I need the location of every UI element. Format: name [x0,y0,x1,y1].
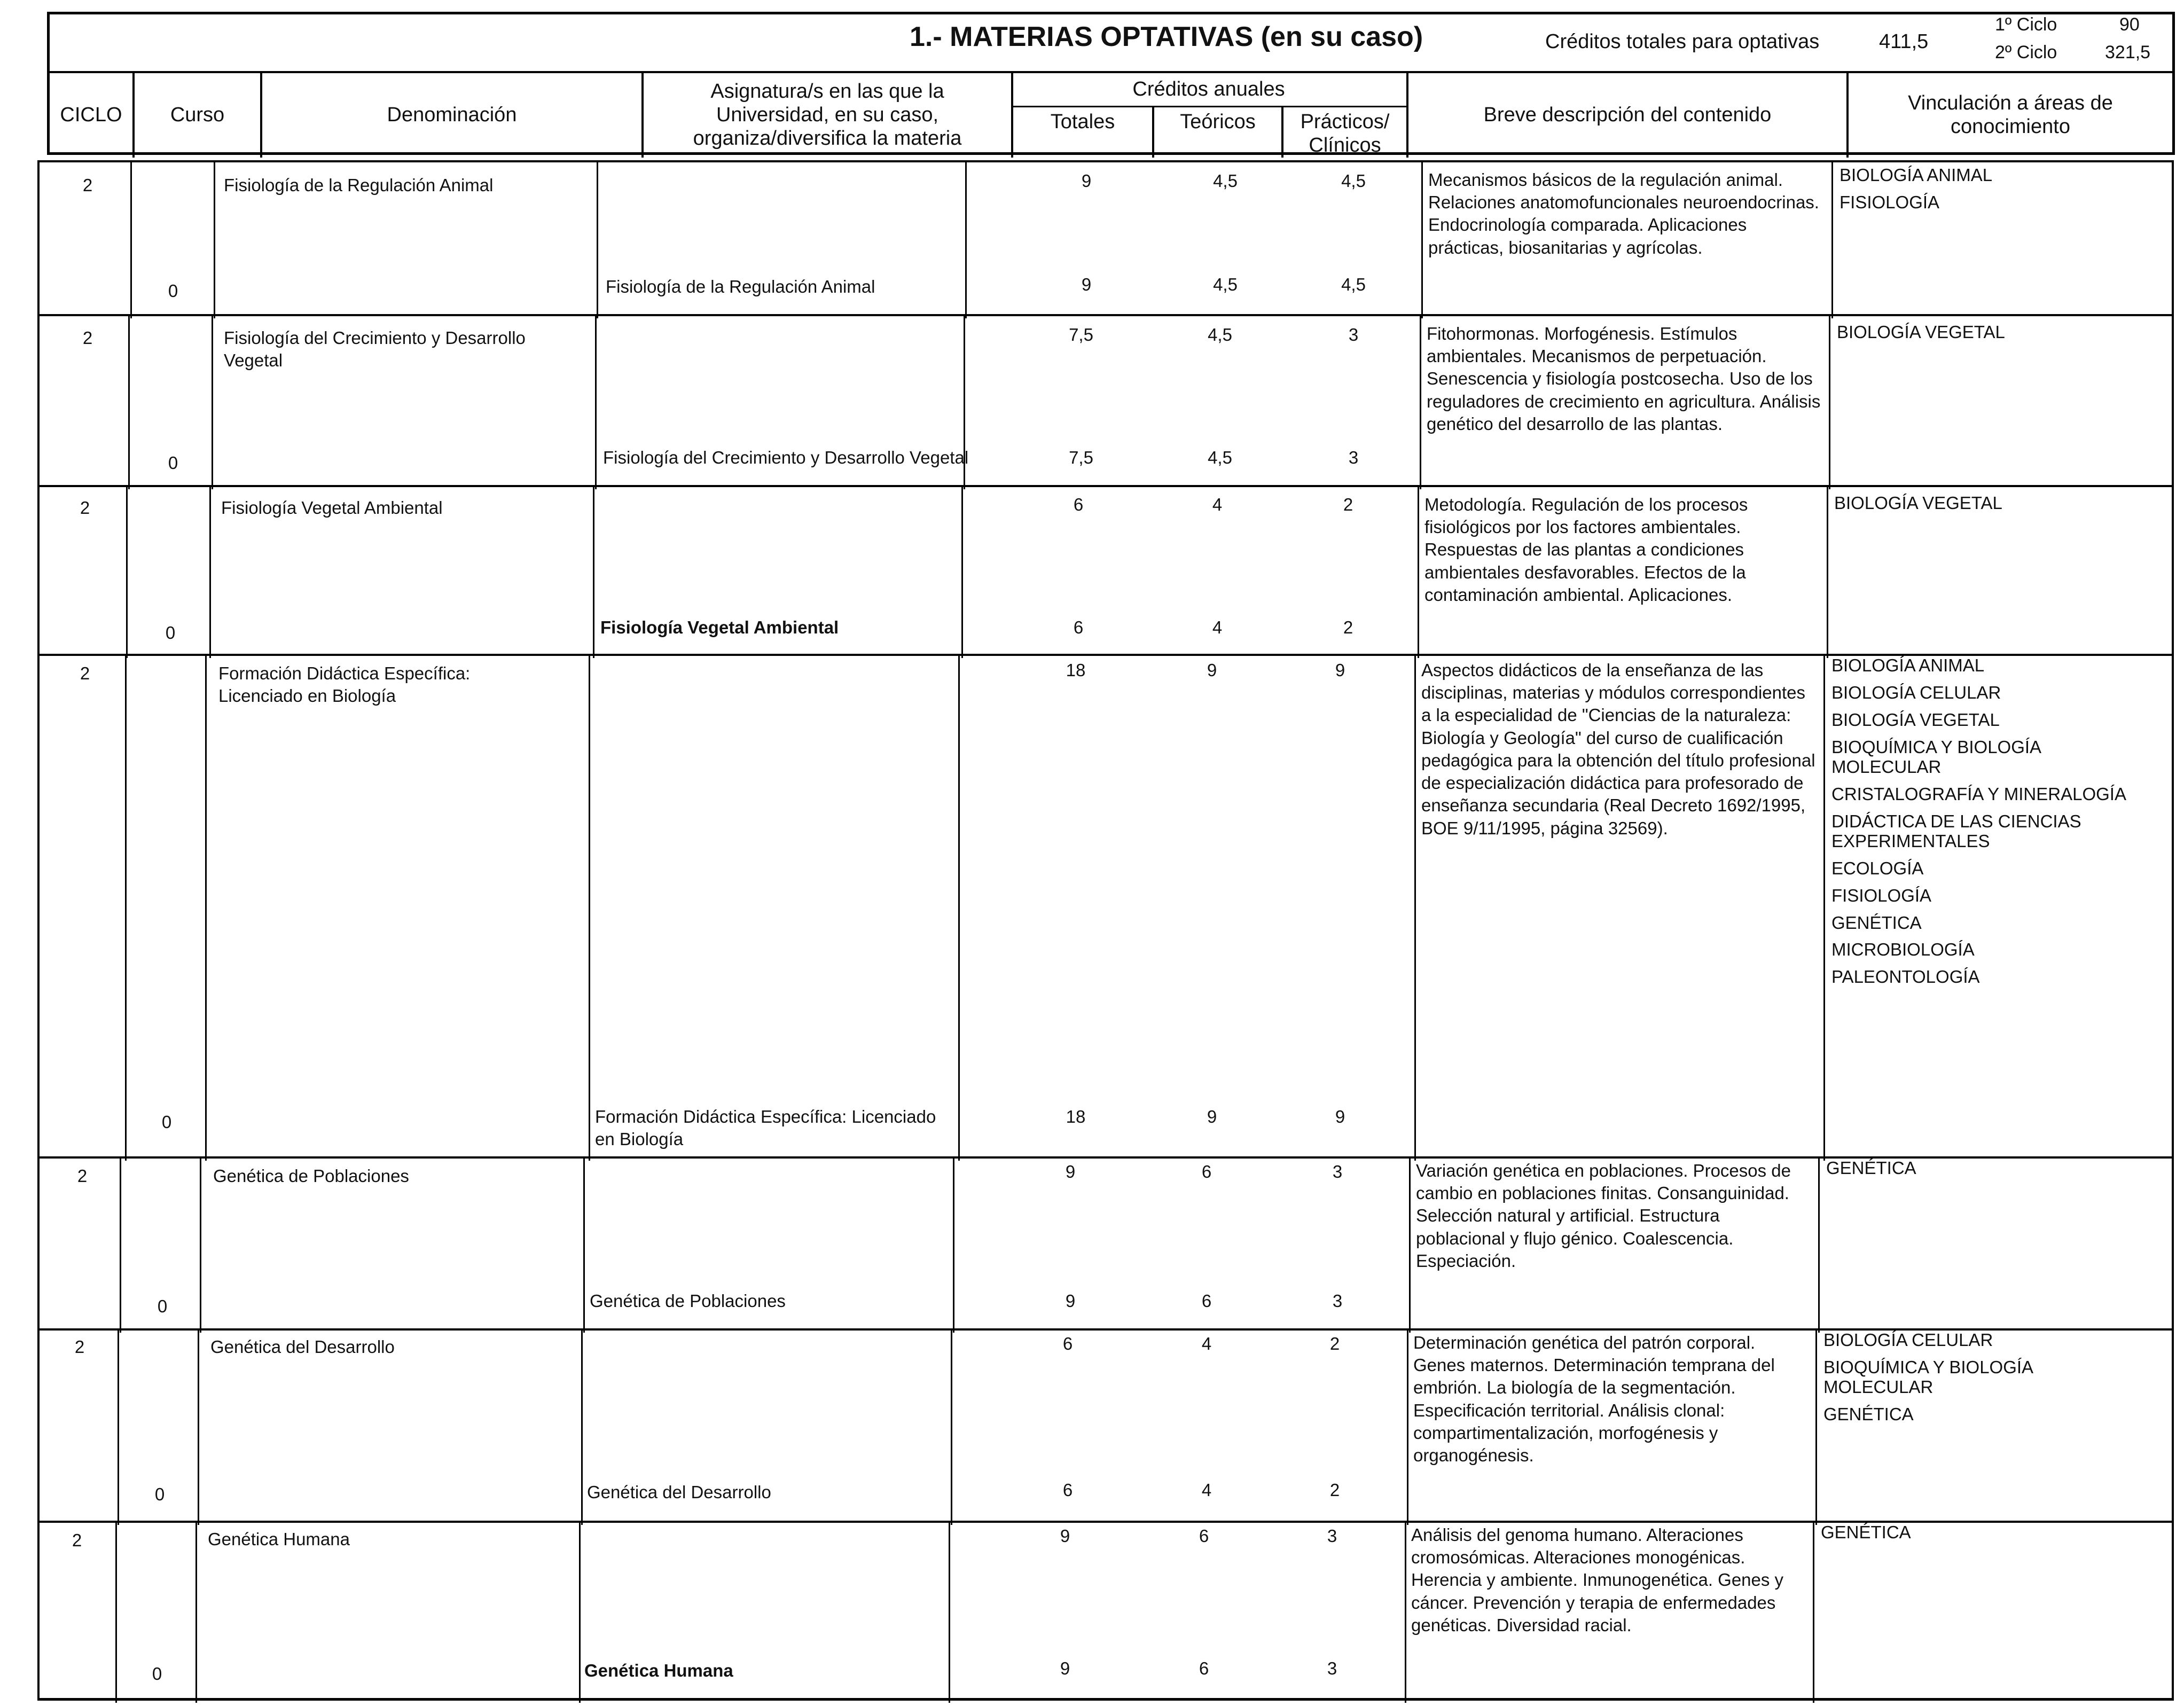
practicos-value: 3 [1327,1658,1337,1678]
totales-value: 9 [1081,275,1092,294]
ciclo2-value: 321,5 [2105,42,2151,62]
area-item: BIOLOGÍA VEGETAL [1837,322,2005,342]
area-item: MICROBIOLOGÍA [1831,940,1975,960]
ciclo-value: 2 [80,498,90,518]
areas-list [1837,323,2168,350]
areas-list [1831,656,2173,995]
practicos-value: 2 [1329,1480,1340,1500]
area-item: ECOLOGÍA [1831,858,1924,878]
practicos-value: 2 [1343,495,1353,514]
denominacion: Genética Humana [208,1529,350,1549]
areas-list [1821,1523,2152,1550]
practicos-value: 2 [1343,617,1353,637]
area-item: BIOLOGÍA CELULAR [1831,682,2001,702]
col-header-asignatura: Asignatura/s en las que la Universidad, en su caso, organiza/diversifica la materia [693,80,962,150]
curso-value: 0 [165,623,176,643]
creditos-totales-label: Créditos totales para optativas [1545,30,1820,53]
area-item: GENÉTICA [1826,1158,1916,1178]
asignatura: Fisiología de la Regulación Animal [606,277,875,296]
ciclo-value: 2 [77,1166,88,1186]
teoricos-value: 4 [1212,495,1223,514]
denominacion: Fisiología de la Regulación Animal [224,175,494,195]
area-item: BIOLOGÍA ANIMAL [1831,655,1985,675]
denominacion: Genética del Desarrollo [210,1337,395,1357]
table-row [37,160,2174,316]
practicos-value: 9 [1335,660,1345,680]
practicos-value: 3 [1327,1526,1337,1546]
totales-value: 18 [1066,1107,1086,1126]
col-header-ciclo: CICLO [60,104,122,127]
practicos-value: 3 [1332,1162,1343,1181]
totales-value: 9 [1065,1291,1076,1311]
totales-value: 6 [1073,495,1084,514]
ciclo2-label: 2º Ciclo [1995,42,2057,62]
ciclo-value: 2 [80,663,90,683]
asignatura: Fisiología Vegetal Ambiental [600,617,839,637]
curso-value: 0 [161,1112,172,1132]
practicos-value: 4,5 [1341,275,1366,294]
table-row [37,314,2174,487]
table-row [37,1328,2174,1523]
page-title: 1.- MATERIAS OPTATIVAS (en su caso) [910,21,1423,52]
area-item: GENÉTICA [1831,912,1922,933]
area-item: BIOLOGÍA CELULAR [1823,1330,1993,1350]
practicos-value: 2 [1329,1334,1340,1353]
asignatura: Formación Didáctica Específica: Licenciado en Biología [595,1107,936,1149]
area-item: FISIOLOGÍA [1831,885,1932,905]
teoricos-value: 6 [1201,1291,1212,1311]
curso-value: 0 [154,1484,165,1504]
area-item: GENÉTICA [1821,1522,1911,1542]
col-header-teoricos: Teóricos [1180,111,1256,133]
ciclo1-value: 90 [2119,14,2140,35]
areas-list [1839,166,2171,220]
teoricos-value: 4 [1201,1480,1212,1500]
teoricos-value: 6 [1201,1162,1212,1181]
asignatura: Fisiología del Crecimiento y Desarrollo Vegetal [603,448,969,467]
teoricos-value: 4,5 [1213,275,1238,294]
ciclo1-label: 1º Ciclo [1995,14,2057,35]
teoricos-value: 4 [1201,1334,1212,1353]
totales-value: 7,5 [1069,448,1093,467]
totales-value: 7,5 [1069,325,1093,345]
table-row [37,1521,2174,1701]
col-header-creditos-anuales: Créditos anuales [1011,73,1406,107]
denominacion: Genética de Poblaciones [213,1166,409,1186]
asignatura: Genética del Desarrollo [587,1482,771,1502]
area-item: BIOLOGÍA ANIMAL [1839,165,1993,185]
descripcion: Fitohormonas. Morfogénesis. Estímulos ambientales. Mecanismos de perpetuación. Senescencia y fisiología postcosecha. Uso de los reguladores de crecimiento en agricultura. Análisis genético del desarrollo de las plantas. [1427,324,1821,434]
areas-list [1826,1159,2157,1186]
asignatura: Genética Humana [584,1661,733,1680]
totales-value: 6 [1062,1480,1073,1500]
table-row [37,1156,2174,1331]
creditos-totales-value: 411,5 [1879,30,1929,53]
descripcion: Determinación genética del patrón corporal. Genes maternos. Determinación temprana del embrión. La biología de la segmentación. Especificación territorial. Análisis clonal: compartimentalización, morfogénesis y organogénesis. [1413,1333,1775,1466]
totales-value: 9 [1060,1526,1070,1546]
col-header-curso: Curso [170,104,225,127]
totales-value: 18 [1066,660,1086,680]
practicos-value: 3 [1348,325,1359,345]
teoricos-value: 9 [1207,1107,1217,1126]
areas-list [1823,1331,2155,1432]
curso-value: 0 [168,453,178,473]
teoricos-value: 6 [1199,1658,1209,1678]
col-header-denominacion: Denominación [387,104,517,127]
descripcion: Variación genética en poblaciones. Procesos de cambio en poblaciones finitas. Consanguinidad. Selección natural y artificial. Estructura poblacional y flujo génico. Coalescencia. Especiación. [1416,1161,1791,1271]
teoricos-value: 4 [1212,617,1223,637]
totales-value: 9 [1081,171,1092,191]
ciclo-value: 2 [82,175,93,195]
descripcion: Metodología. Regulación de los procesos fisiológicos por los factores ambientales. Respuestas de las plantas a condiciones ambientales desfavorables. Efectos de la contaminación ambiental. Aplicaciones. [1424,495,1748,605]
ciclo-value: 2 [82,328,93,348]
teoricos-value: 9 [1207,660,1217,680]
table-header [47,12,2175,155]
table-row [37,485,2174,656]
area-item: FISIOLOGÍA [1839,192,1940,212]
col-header-practicos: Prácticos/ Clínicos [1300,111,1390,156]
ciclo-value: 2 [74,1337,85,1357]
descripcion: Análisis del genoma humano. Alteraciones cromosómicas. Alteraciones monogénicas. Herencia y ambiente. Inmunogenética. Genes y cáncer. Prevención y terapia de enfermedades genéticas. Diversidad racial. [1411,1525,1784,1635]
curso-value: 0 [152,1664,162,1684]
title-row [50,14,2172,73]
col-header-totales: Totales [1050,111,1115,133]
practicos-value: 9 [1335,1107,1345,1126]
totales-value: 6 [1062,1334,1073,1353]
asignatura: Genética de Poblaciones [590,1291,786,1311]
areas-list [1834,494,2165,521]
practicos-value: 4,5 [1341,171,1366,191]
descripcion: Aspectos didácticos de la enseñanza de las disciplinas, materias y módulos correspondientes a la especialidad de "Ciencias de la naturaleza: Biología y Geología" del curso de cualificación pedagógica para la obtención del título profesional de especialización didáctica para profesorado de enseñanza secundaria (Real Decreto 1692/1995, BOE 9/11/1995, página 32569). [1421,660,1815,838]
denominacion: Fisiología del Crecimiento y Desarrollo Vegetal [224,328,526,371]
practicos-value: 3 [1348,448,1359,467]
ciclo-value: 2 [72,1530,82,1550]
curso-value: 0 [168,281,178,301]
area-item: PALEONTOLOGÍA [1831,967,1980,987]
area-item: GENÉTICA [1823,1404,1914,1424]
teoricos-value: 4,5 [1208,448,1232,467]
area-item: BIOQUÍMICA Y BIOLOGÍA MOLECULAR [1831,737,2041,777]
area-item: DIDÁCTICA DE LAS CIENCIAS EXPERIMENTALES [1831,811,2081,851]
teoricos-value: 4,5 [1213,171,1238,191]
area-item: BIOQUÍMICA Y BIOLOGÍA MOLECULAR [1823,1357,2033,1397]
col-header-descripcion: Breve descripción del contenido [1483,104,1772,127]
curso-value: 0 [157,1296,168,1316]
area-item: CRISTALOGRAFÍA Y MINERALOGÍA [1831,784,2126,804]
totales-value: 9 [1060,1658,1070,1678]
totales-value: 6 [1073,617,1084,637]
teoricos-value: 4,5 [1208,325,1232,345]
denominacion: Fisiología Vegetal Ambiental [221,498,443,518]
totales-value: 9 [1065,1162,1076,1181]
denominacion: Formación Didáctica Específica: Licenciado en Biología [218,663,471,706]
practicos-value: 3 [1332,1291,1343,1311]
table-row [37,654,2174,1159]
area-item: BIOLOGÍA VEGETAL [1834,493,2002,513]
area-item: BIOLOGÍA VEGETAL [1831,709,2000,730]
descripcion: Mecanismos básicos de la regulación animal. Relaciones anatomofuncionales neuroendocrinas. Endocrinología comparada. Aplicaciones prácticas, biosanitarias y agrícolas. [1428,170,1819,257]
teoricos-value: 6 [1199,1526,1209,1546]
col-header-vinculacion: Vinculación a áreas de conocimiento [1908,92,2113,138]
